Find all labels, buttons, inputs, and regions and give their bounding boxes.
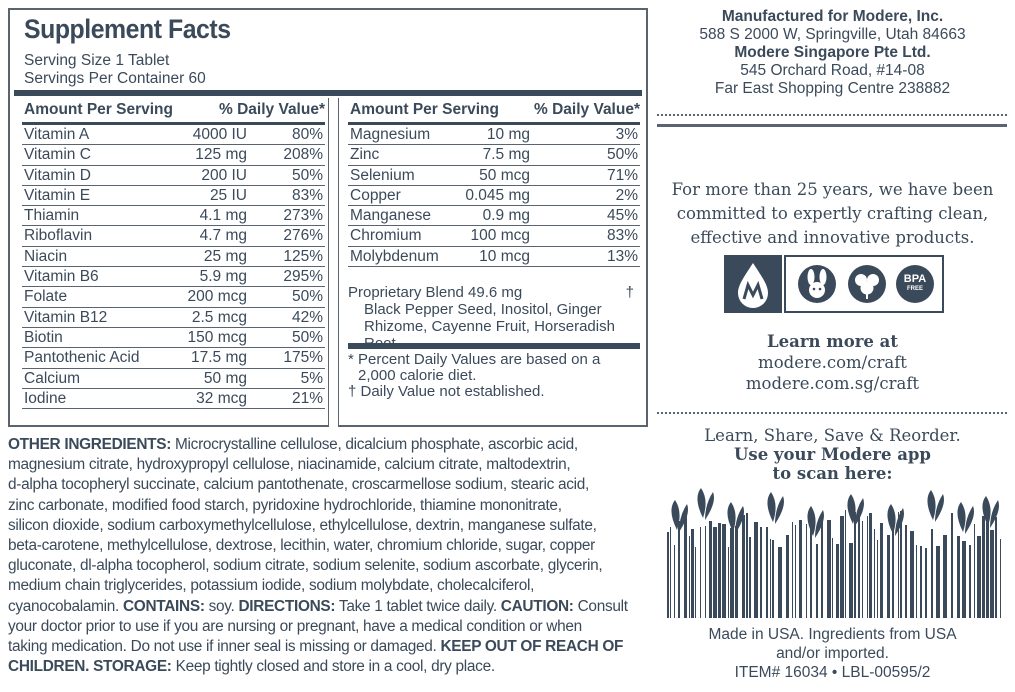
column-divider (328, 98, 339, 427)
ingredients-line (8, 496, 648, 516)
nutrient-name: Vitamin A (24, 126, 90, 143)
ingredients-text: beta-carotene, methylcellulose, dextrose, lecithin, water, chromium chloride, sugar, copper (8, 537, 595, 555)
bpa-label: BPA (903, 273, 927, 285)
learn-url-us[interactable]: modere.com/craft (758, 353, 907, 372)
nutrient-name: Folate (24, 288, 68, 306)
manufacturer-sg: Modere Singapore Pte Ltd. (734, 44, 931, 61)
app-callout (655, 426, 1010, 483)
nutrient-dv: 45% (606, 207, 638, 225)
nutrient-amount: 50 mcg (479, 166, 530, 184)
nutrient-column-left (22, 98, 325, 409)
footnote-calorie: 2,000 calorie diet. (358, 367, 477, 384)
nutrient-row (22, 186, 325, 206)
nutrient-name: Magnesium (350, 126, 431, 143)
ingredients-line (8, 475, 648, 495)
servings-per-container: Servings Per Container 60 (24, 70, 206, 87)
nutrient-name: Biotin (24, 328, 63, 346)
nutrient-row (22, 226, 325, 246)
blend-rule (348, 343, 640, 349)
nutrient-amount: 125 mg (195, 146, 247, 164)
column-header (348, 98, 640, 125)
proprietary-blend (348, 284, 640, 352)
ingredients-heading: CHILDREN. STORAGE: (8, 658, 172, 676)
nutrient-name: Pantothenic Acid (24, 349, 140, 367)
manufacturer-us: Manufactured for Modere, Inc. (721, 8, 944, 25)
nutrient-amount: 200 IU (201, 166, 247, 184)
nutrient-row (348, 206, 640, 226)
nutrient-row (348, 125, 640, 145)
ingredients-line (8, 536, 648, 556)
nutrient-amount: 7.5 mg (482, 146, 530, 164)
app-line-1: Learn, Share, Save & Reorder. (704, 426, 961, 445)
other-ingredients (8, 435, 648, 677)
ingredients-text: silicon dioxide, sodium carboxymethylcellulose, ethylcellulose, dextrin, manganese sulfate, (8, 516, 597, 534)
nutrient-dv: 13% (606, 247, 638, 265)
free-label: FREE (906, 286, 923, 292)
nutrient-dv: 80% (291, 126, 323, 143)
dv-header: % Daily Value* (219, 101, 325, 118)
footnotes (348, 352, 640, 400)
nutrient-name: Calcium (24, 369, 80, 387)
nutrient-dv: 50% (291, 166, 323, 184)
ingredients-line (8, 556, 648, 576)
nutrient-dv: 2% (615, 186, 638, 204)
nutrient-row (22, 125, 325, 145)
nutrient-dv: 21% (291, 389, 323, 407)
nutrient-dv: 276% (283, 227, 323, 245)
ingredients-text: cyanocobalamin. (8, 597, 123, 615)
nutrient-name: Vitamin B12 (24, 308, 108, 326)
nutrient-name: Chromium (350, 227, 422, 245)
nutrient-row (22, 348, 325, 368)
tagline-line: committed to expertly crafting clean, (676, 204, 989, 223)
column-header (22, 98, 325, 125)
nutrient-row (22, 389, 325, 409)
nutrient-amount: 50 mg (203, 369, 247, 387)
nutrient-row (348, 247, 640, 267)
tagline-line: effective and innovative products. (690, 228, 975, 247)
address-us: 588 S 2000 W, Springville, Utah 84663 (699, 26, 966, 43)
tagline-line: For more than 25 years, we have been (671, 180, 994, 199)
nutrient-amount: 25 mg (203, 247, 247, 265)
certification-icons (724, 255, 944, 313)
blend-name: Proprietary Blend 49.6 mg (348, 284, 523, 301)
learn-url-sg[interactable]: modere.com.sg/craft (745, 374, 920, 393)
nutrient-row (348, 166, 640, 186)
nutrient-amount: 200 mcg (187, 288, 247, 306)
dotted-divider (657, 412, 1007, 414)
nutrient-dv: 273% (283, 207, 323, 225)
ingredients-heading: KEEP OUT OF REACH OF (440, 638, 624, 656)
blend-ingredients-1: Black Pepper Seed, Inositol, Ginger (364, 301, 602, 318)
nutrient-name: Selenium (350, 166, 415, 184)
nutrient-amount: 17.5 mg (190, 349, 247, 367)
amount-header: Amount Per Serving (24, 101, 173, 118)
blend-ingredients-2: Rhizome, Cayenne Fruit, Horseradish (364, 318, 615, 335)
nutrient-row (22, 287, 325, 307)
nutrient-amount: 150 mcg (187, 328, 247, 346)
bunny-icon (796, 263, 838, 305)
ingredients-line (8, 597, 648, 617)
nutrient-row (22, 206, 325, 226)
thick-rule (14, 90, 642, 96)
nutrient-dv: 50% (606, 146, 638, 164)
nutrient-dv: 50% (291, 288, 323, 306)
item-number: ITEM# 16034 • LBL-00595/2 (734, 664, 931, 681)
nutrient-amount: 4000 IU (192, 126, 247, 143)
learn-more (655, 331, 1010, 394)
nutrient-dv: 50% (291, 328, 323, 346)
nutrient-amount: 100 mcg (470, 227, 530, 245)
nutrient-name: Manganese (350, 207, 432, 225)
address-sg-1: 545 Orchard Road, #14-08 (740, 62, 925, 79)
nutrient-row (22, 308, 325, 328)
ingredients-line (8, 617, 648, 637)
ingredients-text: soy. (204, 597, 239, 615)
nutrient-amount: 0.9 mg (482, 207, 530, 225)
nutrient-row (22, 328, 325, 348)
nutrient-dv: 3% (615, 126, 638, 143)
app-line-3: to scan here: (772, 464, 893, 483)
ingredients-heading: OTHER INGREDIENTS: (8, 436, 172, 453)
nutrient-column-right (348, 98, 640, 267)
ingredients-line (8, 516, 648, 536)
nutrient-dv: 83% (606, 227, 638, 245)
nutrient-row (22, 267, 325, 287)
manufacturer-block (655, 8, 1010, 98)
ingredients-text: your doctor prior to use if you are nursing or pregnant, have a medical condition or when (8, 617, 582, 635)
nutrient-row (22, 166, 325, 186)
ingredients-text: gluconate, dl-alpha tocopherol, sodium citrate, sodium selenite, sodium ascorbate, glycerin, (8, 557, 603, 575)
ingredients-text: medium chain triglycerides, potassium iodide, sodium molybdate, cholecalciferol, (8, 577, 535, 595)
nutrient-amount: 25 IU (209, 186, 247, 204)
nutrient-row (22, 145, 325, 165)
nutrient-row (22, 369, 325, 389)
app-line-2: Use your Modere app (734, 445, 931, 464)
nutrient-dv: 5% (300, 369, 323, 387)
nutrient-dv: 71% (606, 166, 638, 184)
nutrient-dv: 295% (283, 268, 323, 286)
serving-size: Serving Size 1 Tablet (24, 52, 170, 69)
footnote-dv: * Percent Daily Values are based on a (348, 351, 601, 368)
ingredients-text: Microcrystalline cellulose, dicalcium phosphate, ascorbic acid, (171, 436, 578, 453)
dotted-divider (657, 114, 1007, 116)
nutrient-amount: 0.045 mg (465, 186, 530, 204)
nutrient-amount: 4.1 mg (199, 207, 247, 225)
ingredients-line (8, 435, 648, 455)
modere-m-leaf-icon (724, 255, 784, 313)
nutrient-name: Molybdenum (350, 247, 439, 265)
amount-header: Amount Per Serving (350, 101, 499, 118)
learn-heading: Learn more at (767, 332, 898, 351)
facts-title: Supplement Facts (24, 14, 231, 44)
nutrient-amount: 10 mg (486, 126, 530, 143)
nutrient-name: Zinc (350, 146, 380, 164)
blend-dagger: † (625, 284, 634, 301)
nutrient-amount: 4.7 mg (199, 227, 247, 245)
ingredients-text: zinc carbonate, modified food starch, pyridoxine hydrochloride, thiamine mononitrate, (8, 496, 562, 514)
nutrient-amount: 10 mcg (479, 247, 530, 265)
nutrient-name: Iodine (24, 389, 67, 407)
nutrient-name: Vitamin D (24, 166, 91, 184)
nutrient-dv: 175% (283, 349, 323, 367)
ingredients-text: magnesium citrate, hydroxypropyl cellulose, niacinamide, calcium citrate, maltodextrin, (8, 456, 571, 474)
nutrient-row (348, 226, 640, 246)
ingredients-line (8, 637, 648, 657)
nutrient-dv: 83% (291, 186, 323, 204)
ingredients-text: Keep tightly closed and store in a cool, dry place. (171, 658, 495, 676)
nutrient-amount: 32 mcg (196, 389, 247, 407)
ingredients-line (8, 576, 648, 596)
nutrient-name: Vitamin E (24, 186, 91, 204)
cotton-flower-icon (846, 263, 888, 305)
nutrient-name: Vitamin C (24, 146, 91, 164)
nutrient-row (348, 186, 640, 206)
nutrient-name: Niacin (24, 247, 68, 265)
nutrient-amount: 2.5 mcg (191, 308, 247, 326)
ingredients-heading: DIRECTIONS: (238, 597, 336, 615)
nutrient-name: Thiamin (24, 207, 80, 225)
solid-divider (657, 124, 1007, 127)
nutrient-name: Riboflavin (24, 227, 93, 245)
ingredients-text: taking medication. Do not use if inner seal is missing or damaged. (8, 638, 441, 656)
origin-line-2: and/or imported. (776, 645, 889, 662)
ingredients-heading: CAUTION: (500, 597, 574, 615)
nutrient-dv: 42% (291, 308, 323, 326)
ingredients-text: Take 1 tablet twice daily. (335, 597, 501, 615)
footnote-dagger: † Daily Value not established. (348, 383, 545, 400)
nutrient-name: Copper (350, 186, 401, 204)
nutrient-name: Vitamin B6 (24, 268, 99, 286)
nutrient-dv: 125% (283, 247, 323, 265)
nutrient-amount: 5.9 mg (199, 268, 247, 286)
ingredients-line (8, 455, 648, 475)
origin-block (655, 625, 1010, 682)
nutrient-dv: 208% (283, 146, 323, 164)
supplement-facts-panel (8, 8, 648, 427)
dv-header: % Daily Value* (534, 101, 640, 118)
ingredients-text: d-alpha tocopheryl succinate, calcium pantothenate, croscarmellose sodium, stearic acid, (8, 476, 589, 494)
bpa-free-icon (894, 263, 936, 305)
ingredients-text: Consult (573, 597, 628, 615)
ingredients-line (8, 657, 648, 677)
barcode-icon[interactable] (663, 480, 1006, 620)
tagline (655, 178, 1010, 250)
address-sg-2: Far East Shopping Centre 238882 (714, 80, 951, 97)
nutrient-row (348, 145, 640, 165)
nutrient-row (22, 247, 325, 267)
origin-line-1: Made in USA. Ingredients from USA (708, 626, 957, 643)
ingredients-heading: CONTAINS: (122, 597, 205, 615)
